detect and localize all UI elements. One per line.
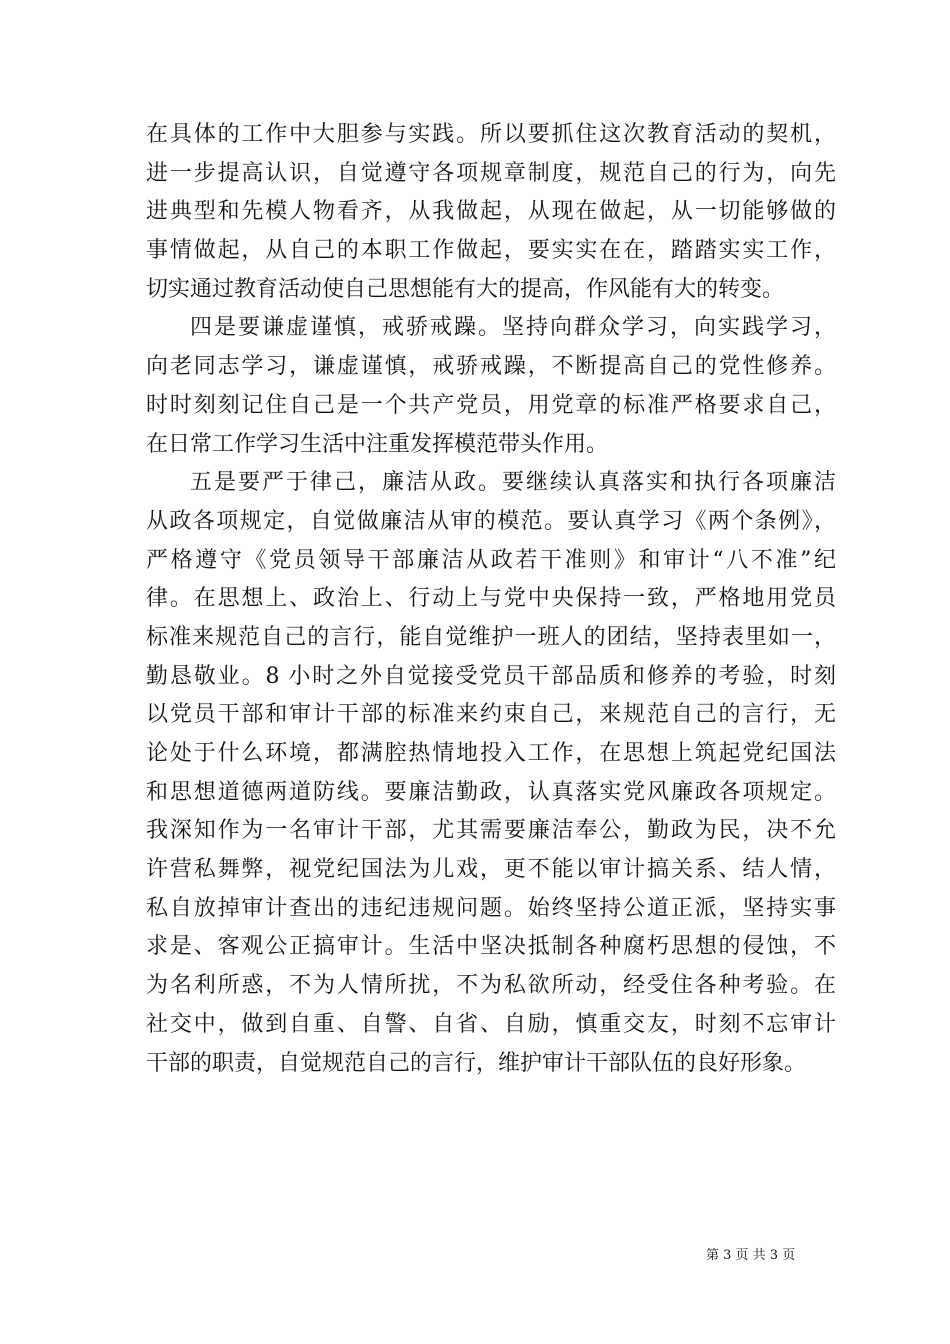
text-line: 进典型和先模人物看齐，从我做起，从现在做起，从一切能够做的 (146, 199, 836, 225)
text-line: 社交中，做到自重、自警、自省、自励，慎重交友，时刻不忘审计 (146, 1011, 836, 1037)
text-line: 以党员干部和审计干部的标准来约束自己，来规范自己的言行，无 (146, 702, 836, 728)
text-line: 从政各项规定，自觉做廉洁从审的模范。要认真学习《两个条例》， (146, 508, 836, 534)
text-line: 我深知作为一名审计干部，尤其需要廉洁奉公，勤政为民，决不允 (146, 818, 836, 844)
text-line: 私自放掉审计查出的违纪违规问题。始终坚持公道正派，坚持实事 (146, 895, 836, 921)
text-line: 标准来规范自己的言行，能自觉维护一班人的团结，坚持表里如一， (146, 624, 836, 650)
text-line: 四是要谦虚谨慎，戒骄戒躁。坚持向群众学习，向实践学习， (190, 315, 836, 341)
text-line: 切实通过教育活动使自己思想能有大的提高，作风能有大的转变。 (146, 276, 785, 302)
text-line: 求是、客观公正搞审计。生活中坚决抵制各种腐朽思想的侵蚀，不 (146, 934, 836, 960)
text-line: 事情做起，从自己的本职工作做起，要实实在在，踏踏实实工作， (146, 238, 836, 264)
text-line: 向老同志学习，谦虚谨慎，戒骄戒躁，不断提高自己的党性修养。 (146, 354, 836, 380)
text-line: 和思想道德两道防线。要廉洁勤政，认真落实党风廉政各项规定。 (146, 779, 836, 805)
page-number-footer: 第 3 页 共 3 页 (706, 1248, 796, 1263)
text-line: 时时刻刻记住自己是一个共产党员，用党章的标准严格要求自己， (146, 392, 836, 418)
text-line: 进一步提高认识，自觉遵守各项规章制度，规范自己的行为，向先 (146, 160, 836, 186)
paragraph (146, 464, 836, 1083)
text-line: 在具体的工作中大胆参与实践。所以要抓住这次教育活动的契机， (146, 122, 836, 147)
text-line: 勤恳敬业。8 小时之外自觉接受党员干部品质和修养的考验，时刻 (146, 663, 836, 689)
paragraph (146, 309, 836, 464)
document-body (146, 116, 836, 1083)
text-line: 论处于什么环境，都满腔热情地投入工作，在思想上筑起党纪国法 (146, 741, 836, 766)
text-line: 许营私舞弊，视党纪国法为儿戏，更不能以审计搞关系、结人情， (146, 857, 836, 883)
text-line: 为名利所惑，不为人情所扰，不为私欲所动，经受住各种考验。在 (146, 973, 836, 999)
text-line: 五是要严于律己，廉洁从政。要继续认真落实和执行各项廉洁 (190, 470, 836, 496)
text-line: 严格遵守《党员领导干部廉洁从政若干准则》和审计“八不准”纪 (146, 547, 836, 573)
paragraph (146, 116, 836, 309)
text-line: 律。在思想上、政治上、行动上与党中央保持一致，严格地用党员 (146, 586, 836, 612)
text-line: 干部的职责，自觉规范自己的言行，维护审计干部队伍的良好形象。 (146, 1050, 807, 1076)
text-line: 在日常工作学习生活中注重发挥模范带头作用。 (146, 431, 609, 457)
